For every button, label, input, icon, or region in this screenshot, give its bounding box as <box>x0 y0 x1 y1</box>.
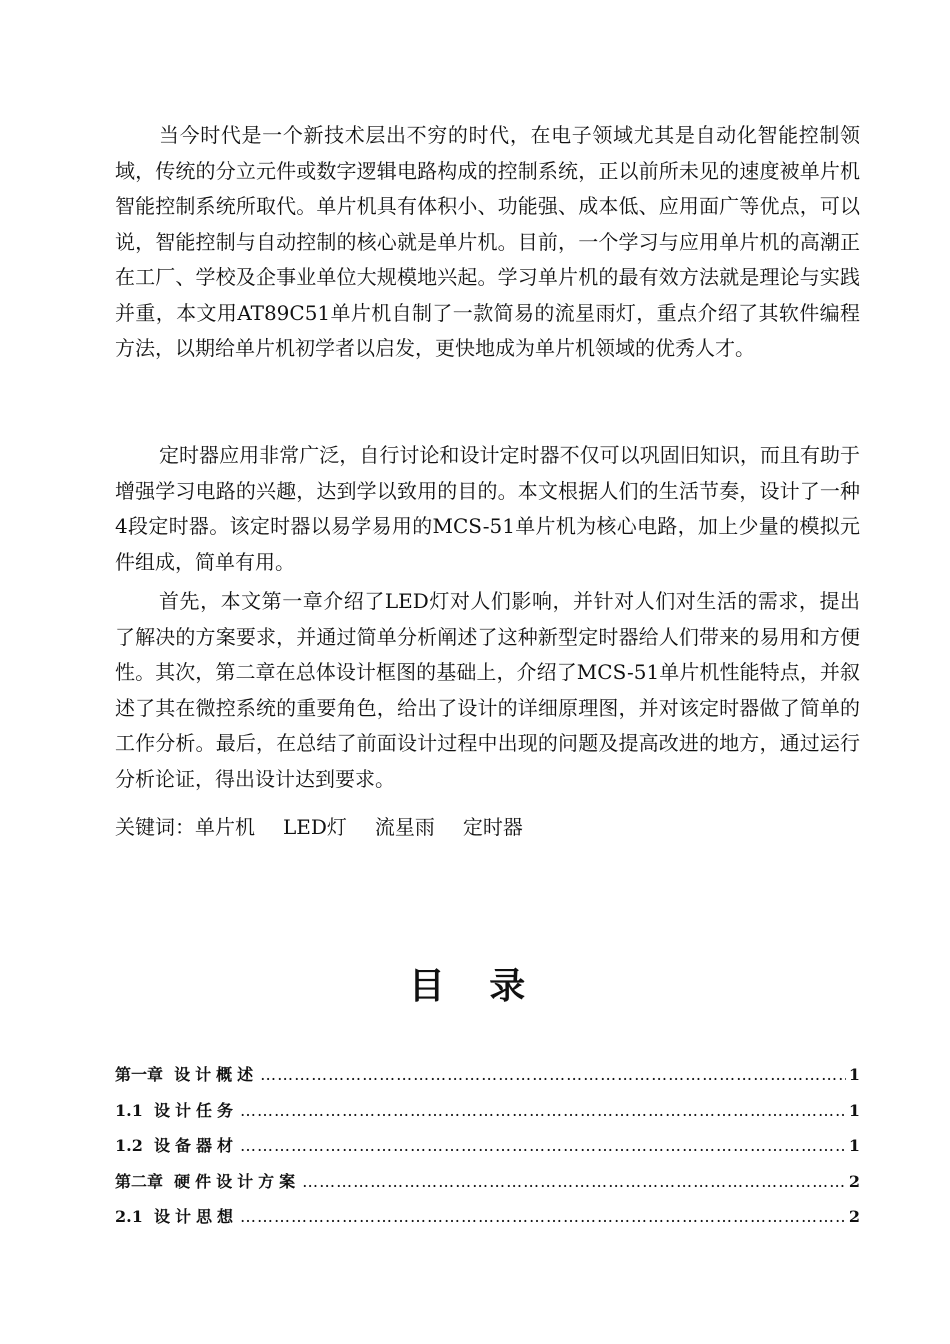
toc-entry[interactable] <box>115 1098 860 1134</box>
toc-entry-number: 2.1 <box>115 1207 154 1226</box>
toc-leader-dots <box>302 1172 846 1191</box>
toc-entry-page: 1 <box>848 1065 860 1084</box>
keyword-item: LED灯 <box>283 815 347 839</box>
table-of-contents <box>115 1062 860 1240</box>
abstract-paragraph-2: 定时器应用非常广泛，自行讨论和设计定时器不仅可以巩固旧知识，而且有助于增强学习电路的兴趣，达到学以致用的目的。本文根据人们的生活节奏，设计了一种4段定时器。该定时器以易学易用的MCS-51单片机为核心电路，加上少量的模拟元件组成，简单有用。 <box>115 443 860 574</box>
toc-entry-label: 设计任务 <box>153 1100 238 1120</box>
toc-entry-page: 2 <box>848 1171 860 1191</box>
abstract-paragraph-1: 当今时代是一个新技术层出不穷的时代，在电子领域尤其是自动化智能控制领域，传统的分立元件或数字逻辑电路构成的控制系统，正以前所未见的速度被单片机智能控制系统所取代。单片机具有体积小、功能强、成本低、应用面广等优点，可以说，智能控制与自动控制的核心就是单片机。目前，一个学习与应用单片机的高潮正在工厂、学校及企事业单位大规模地兴起。学习单片机的最有效方法就是理论与实践并重，本文用AT89C51单片机自制了一款简易的流星雨灯，重点介绍了其软件编程方法，以期给单片机初学者以启发，更快地成为单片机领域的优秀人才。 <box>115 123 860 360</box>
toc-entry-label: 硬件设计方案 <box>174 1171 301 1191</box>
keywords-label: 关键词： <box>115 815 195 839</box>
toc-entry-number: 1.1 <box>115 1100 154 1120</box>
toc-entry[interactable] <box>115 1062 860 1098</box>
toc-entry-label: 设备器材 <box>153 1136 238 1155</box>
toc-leader-dots <box>260 1065 846 1084</box>
toc-leader-dots <box>240 1207 846 1226</box>
toc-entry-number: 第一章 <box>115 1065 175 1084</box>
toc-entry-number: 1.2 <box>115 1136 154 1155</box>
keyword-item: 定时器 <box>462 815 523 839</box>
toc-entry[interactable] <box>115 1204 860 1240</box>
abstract-paragraph-3: 首先，本文第一章介绍了LED灯对人们影响，并针对人们对生活的需求，提出了解决的方案要求，并通过简单分析阐述了这种新型定时器给人们带来的易用和方便性。其次，第二章在总体设计框图的基础上，介绍了MCS-51单片机性能特点，并叙述了其在微控系统的重要角色，给出了设计的详细原理图，并对该定时器做了简单的工作分析。最后，在总结了前面设计过程中出现的问题及提高改进的地方，通过运行分析论证，得出设计达到要求。 <box>115 589 860 791</box>
keyword-item: 单片机 <box>195 815 255 839</box>
toc-entry-page: 1 <box>848 1100 860 1120</box>
keywords-line <box>115 810 551 845</box>
toc-entry[interactable] <box>115 1169 860 1205</box>
toc-entry-page: 1 <box>848 1136 860 1155</box>
toc-entry-label: 设计思想 <box>153 1207 238 1226</box>
toc-leader-dots <box>240 1101 846 1120</box>
toc-entry-number: 第二章 <box>115 1171 175 1191</box>
toc-title: 目 录 <box>408 966 542 1007</box>
toc-entry[interactable] <box>115 1133 860 1169</box>
toc-entry-label: 设计概述 <box>174 1065 259 1084</box>
keyword-item: 流星雨 <box>374 815 435 839</box>
toc-entry-page: 2 <box>848 1207 860 1226</box>
toc-leader-dots <box>240 1136 846 1155</box>
